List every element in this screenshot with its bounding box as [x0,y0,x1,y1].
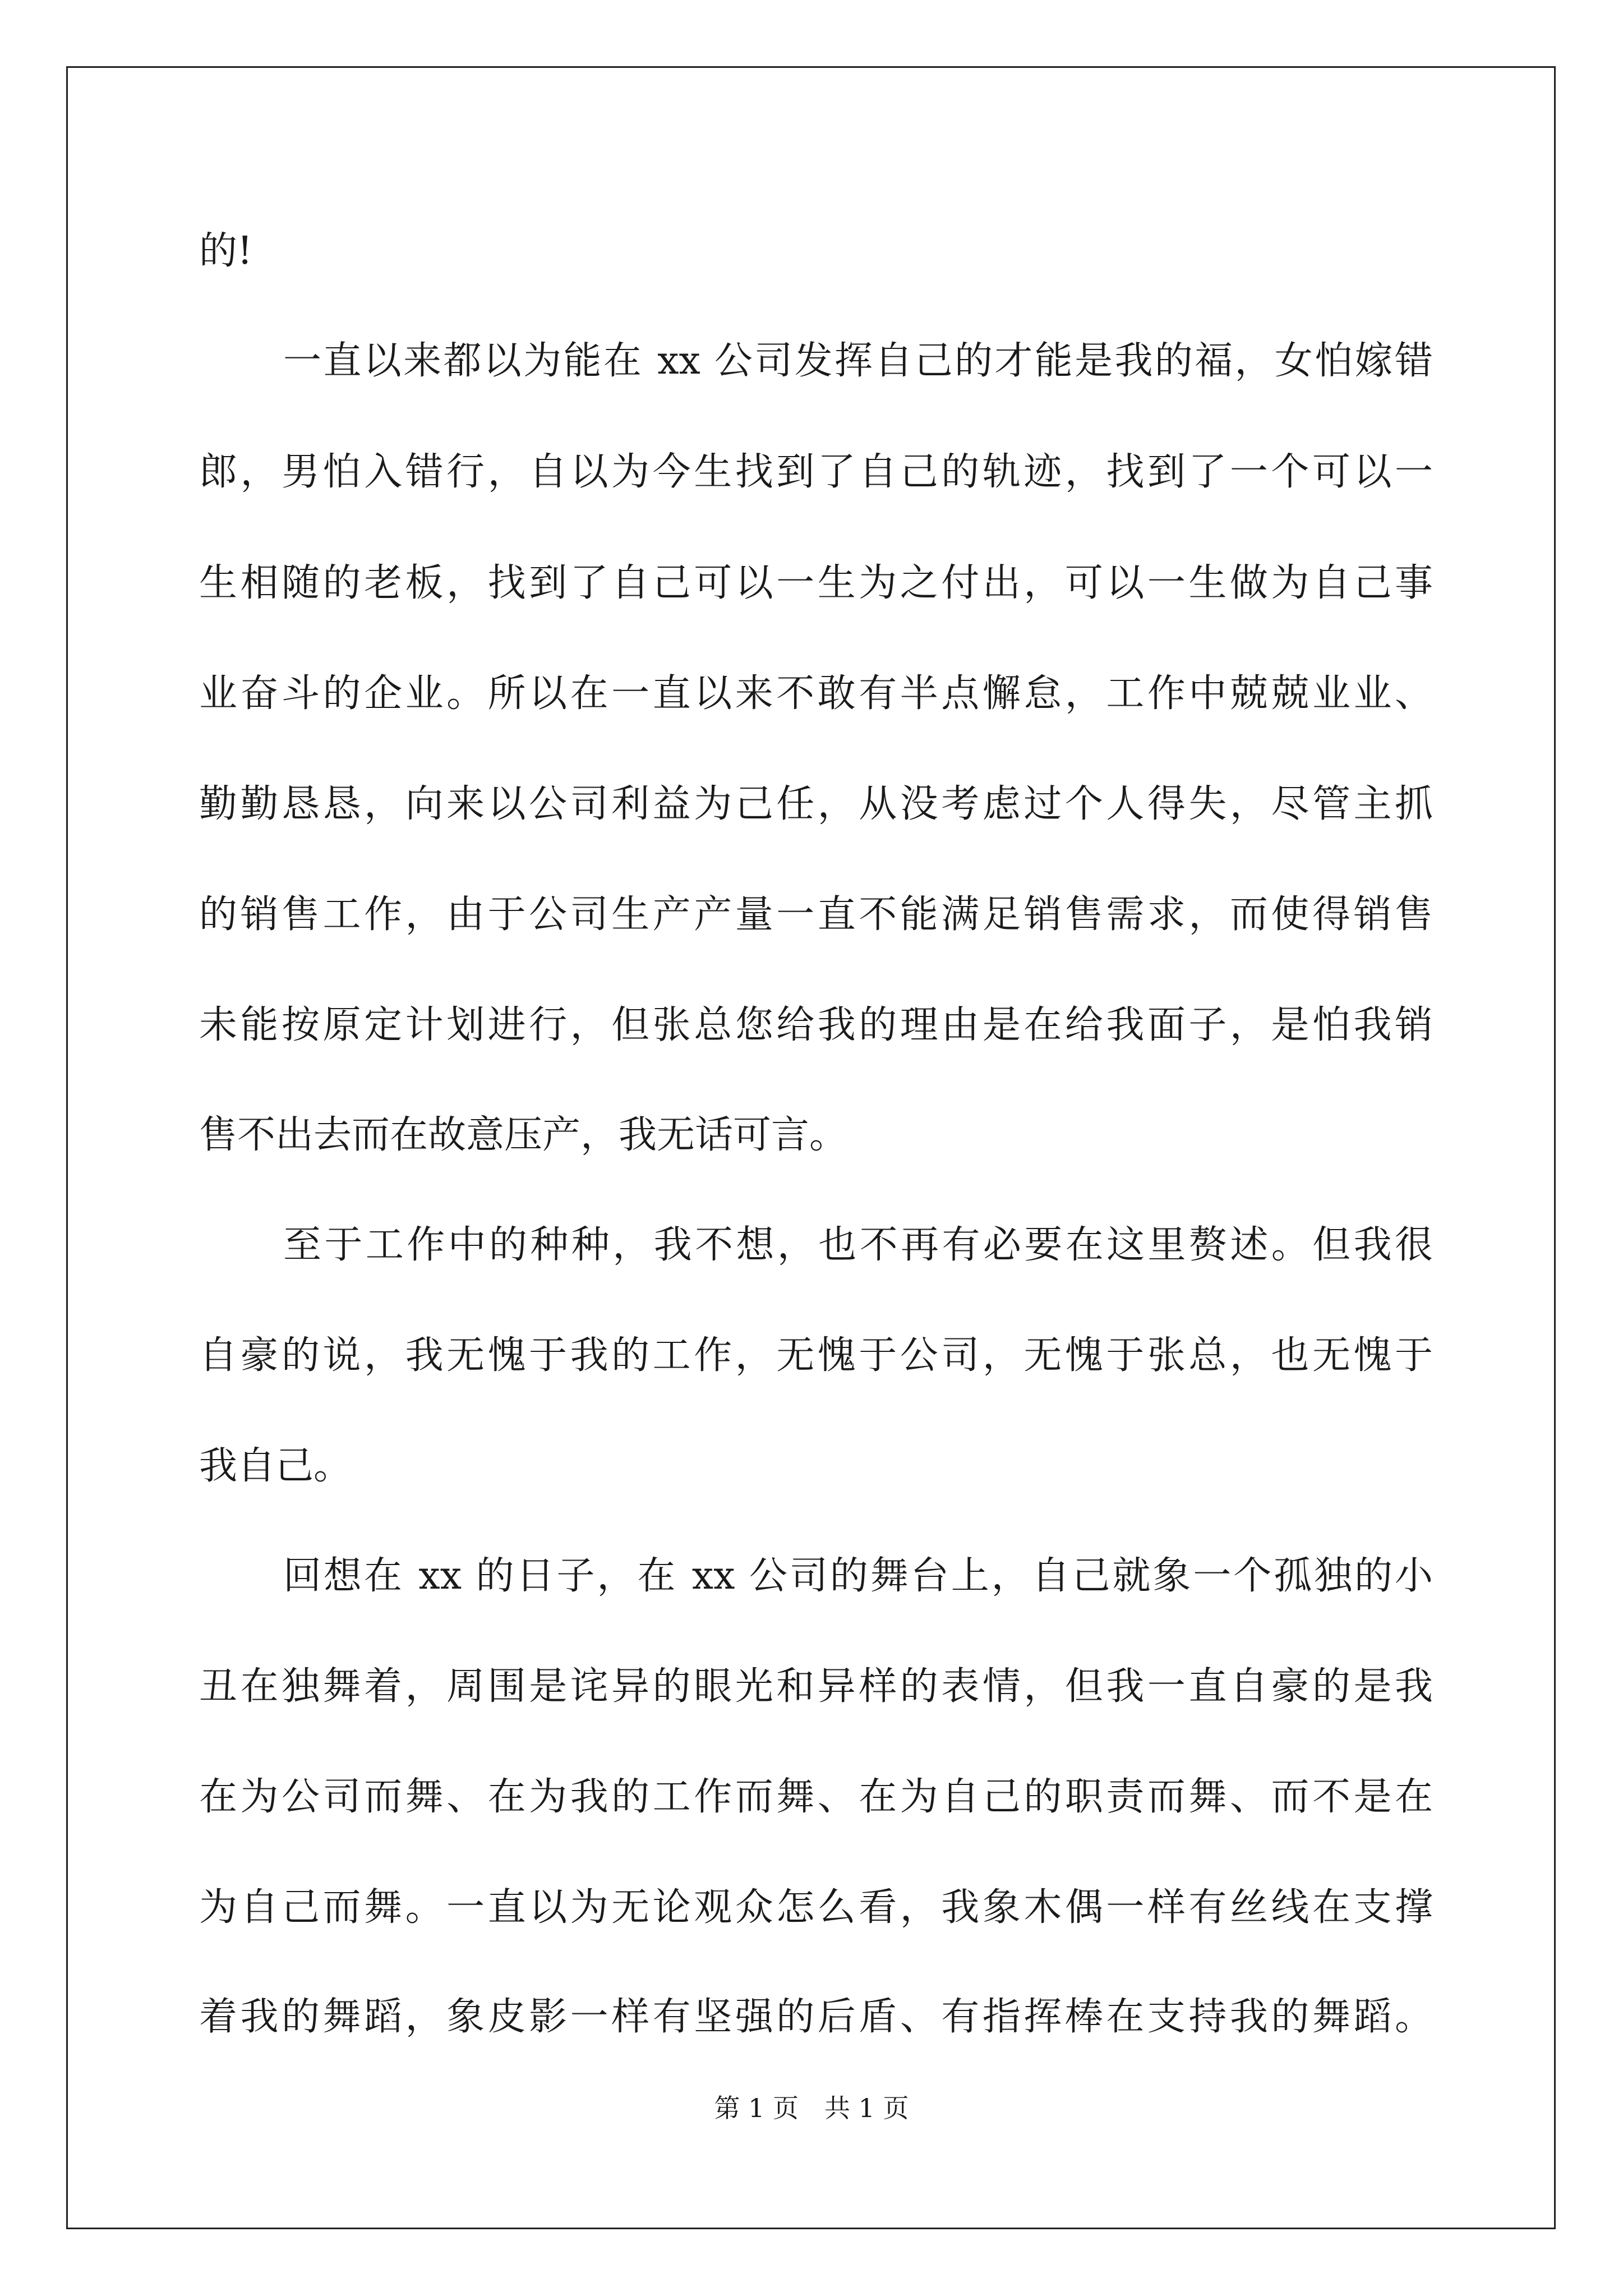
text-line-15: 在为公司而舞、在为我的工作而舞、在为自己的职责而舞、而不是在 [199,1775,1433,1819]
text-line-16: 为自己而舞。一直以为无论观众怎么看，我象木偶一样有丝线在支撑 [199,1885,1433,1930]
text-line-10: 至于工作中的种种，我不想，也不再有必要在这里赘述。但我很 [283,1223,1433,1267]
text-line-3: 郎，男怕入错行，自以为今生找到了自己的轨迹，找到了一个可以一 [199,450,1433,494]
text-line-17: 着我的舞蹈，象皮影一样有坚强的后盾、有指挥棒在支持我的舞蹈。 [199,1995,1433,2039]
text-line-7: 的销售工作，由于公司生产产量一直不能满足销售需求，而使得销售 [199,892,1433,937]
text-line-12: 我自己。 [199,1444,352,1488]
page-footer: 第 1 页 共 1 页 [714,2093,909,2123]
text-line-13: 回想在 xx 的日子，在 xx 公司的舞台上，自己就象一个孤独的小 [283,1554,1433,1598]
text-line-14: 丑在独舞着，周围是诧异的眼光和异样的表情，但我一直自豪的是我 [199,1664,1433,1709]
text-line-8: 未能按原定计划进行，但张总您给我的理由是在给我面子，是怕我销 [199,1003,1433,1047]
text-line-2: 一直以来都以为能在 xx 公司发挥自己的才能是我的福，女怕嫁错 [283,339,1433,383]
text-line-9: 售不出去而在故意压产，我无话可言。 [199,1113,848,1157]
text-line-11: 自豪的说，我无愧于我的工作，无愧于公司，无愧于张总，也无愧于 [199,1333,1433,1378]
text-line-1: 的! [199,229,253,273]
text-line-6: 勤勤恳恳，向来以公司利益为己任，从没考虑过个人得失，尽管主抓 [199,782,1433,826]
text-line-5: 业奋斗的企业。所以在一直以来不敢有半点懈怠，工作中兢兢业业、 [199,671,1433,716]
text-line-4: 生相随的老板，找到了自己可以一生为之付出，可以一生做为自己事 [199,561,1433,605]
